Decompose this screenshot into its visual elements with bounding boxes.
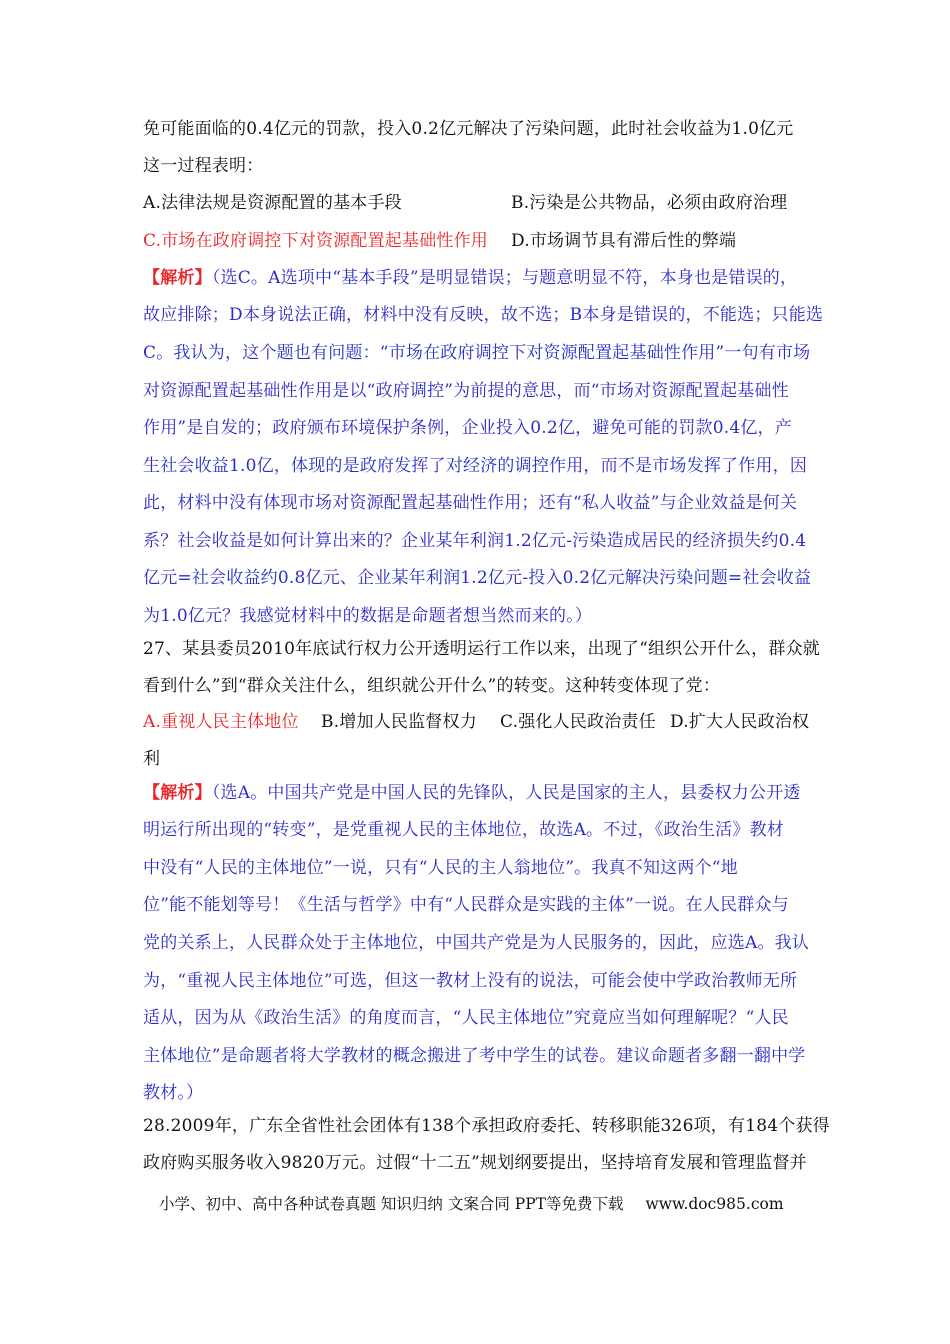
- q27-analysis-line: 位”能不能划等号！《生活与哲学》中有“人民群众是实践的主体”一说。在人民群众与: [143, 895, 789, 915]
- q26-analysis-line: 系？社会收益是如何计算出来的？企业某年利润1.2亿元-污染造成居民的经济损失约0.4: [143, 531, 807, 551]
- q26-analysis-line: 此，材料中没有体现市场对资源配置起基础性作用；还有“私人收益”与企业效益是何关: [143, 493, 798, 513]
- q27-analysis-line: 【解析】（选A。中国共产党是中国人民的先锋队，人民是国家的主人，县委权力公开透: [143, 783, 801, 803]
- analysis-tag: 【解析】: [143, 268, 212, 288]
- q26-option-c-correct: C.市场在政府调控下对资源配置起基础性作用: [143, 231, 489, 251]
- q26-options-row-1: [143, 191, 813, 215]
- q26-analysis-line: C。我认为，这个题也有问题：“市场在政府调控下对资源配置起基础性作用”一句有市场: [143, 343, 811, 363]
- page-footer: [159, 1193, 784, 1215]
- q26-analysis-line: 对资源配置起基础性作用是以“政府调控”为前提的意思，而“市场对资源配置起基础性: [143, 381, 789, 401]
- q28-stem-line: 政府购买服务收入9820万元。过假“十二五”规划纲要提出，坚持培育发展和管理监督并: [143, 1153, 807, 1173]
- q27-analysis-line: 适从，因为从《政治生活》的角度而言，“人民主体地位”究竟应当如何理解呢？“人民: [143, 1008, 789, 1028]
- q26-option-a: A.法律法规是资源配置的基本手段: [143, 193, 402, 213]
- q27-analysis-line: 教材。）: [143, 1083, 204, 1103]
- q26-analysis-line: 故应排除；D本身说法正确，材料中没有反映，故不选；B本身是错误的，不能选；只能选: [143, 305, 824, 325]
- text-line: 免可能面临的0.4亿元的罚款，投入0.2亿元解决了污染问题，此时社会收益为1.0亿元: [143, 119, 794, 139]
- q26-analysis-line: 亿元=社会收益约0.8亿元、企业某年利润1.2亿元-投入0.2亿元解决污染问题=社会收益: [143, 568, 812, 588]
- q27-option-a-correct: A.重视人民主体地位: [143, 712, 299, 732]
- footer-text: 小学、初中、高中各种试卷真题 知识归纳 文案合同 PPT等免费下载: [159, 1195, 624, 1213]
- q28-stem-line: 28.2009年，广东全省性社会团体有138个承担政府委托、转移职能326项，有184个获得: [143, 1116, 830, 1136]
- q27-analysis-line: 党的关系上，人民群众处于主体地位，中国共产党是为人民服务的，因此，应选A。我认: [143, 933, 810, 953]
- q26-options-row-2: [143, 229, 813, 253]
- q27-option-c: C.强化人民政治责任: [500, 712, 656, 732]
- q27-options-row: [143, 710, 813, 734]
- q27-option-d-continuation: 利: [143, 749, 161, 769]
- q27-analysis-line: 主体地位”是命题者将大学教材的概念搬进了考中学生的试卷。建议命题者多翻一翻中学: [143, 1046, 806, 1066]
- q27-analysis-line: 为，“重视人民主体地位”可选，但这一教材上没有的说法，可能会使中学政治教师无所: [143, 971, 798, 991]
- q26-analysis-line: 【解析】（选C。A选项中“基本手段”是明显错误；与题意明显不符，本身也是错误的，: [143, 268, 798, 288]
- q27-stem-line: 27、某县委员2010年底试行权力公开透明运行工作以来，出现了“组织公开什么，群众就: [143, 639, 820, 659]
- q26-option-b: B.污染是公共物品，必须由政府治理: [511, 193, 788, 213]
- q27-analysis-line: 明运行所出现的“转变”，是党重视人民的主体地位，故选A。不过，《政治生活》教材: [143, 820, 784, 840]
- text-line: 这一过程表明：: [143, 156, 264, 176]
- q26-analysis-line: 生社会收益1.0亿，体现的是政府发挥了对经济的调控作用，而不是市场发挥了作用，因: [143, 456, 808, 476]
- analysis-tag: 【解析】: [143, 783, 212, 803]
- q26-analysis-line: 为1.0亿元？我感觉材料中的数据是命题者想当然而来的。）: [143, 606, 593, 626]
- q27-stem-line: 看到什么”到“群众关注什么，组织就公开什么”的转变。这种转变体现了党：: [143, 676, 721, 696]
- q27-option-b: B.增加人民监督权力: [321, 712, 477, 732]
- footer-link[interactable]: www.doc985.com: [645, 1195, 784, 1213]
- q27-option-d: D.扩大人民政治权: [670, 712, 810, 732]
- q26-option-d: D.市场调节具有滞后性的弊端: [511, 231, 737, 251]
- q27-analysis-line: 中没有“人民的主体地位”一说，只有“人民的主人翁地位”。我真不知这两个“地: [143, 858, 738, 878]
- q26-analysis-line: 作用”是自发的；政府颁布环境保护条例，企业投入0.2亿，避免可能的罚款0.4亿，产: [143, 418, 792, 438]
